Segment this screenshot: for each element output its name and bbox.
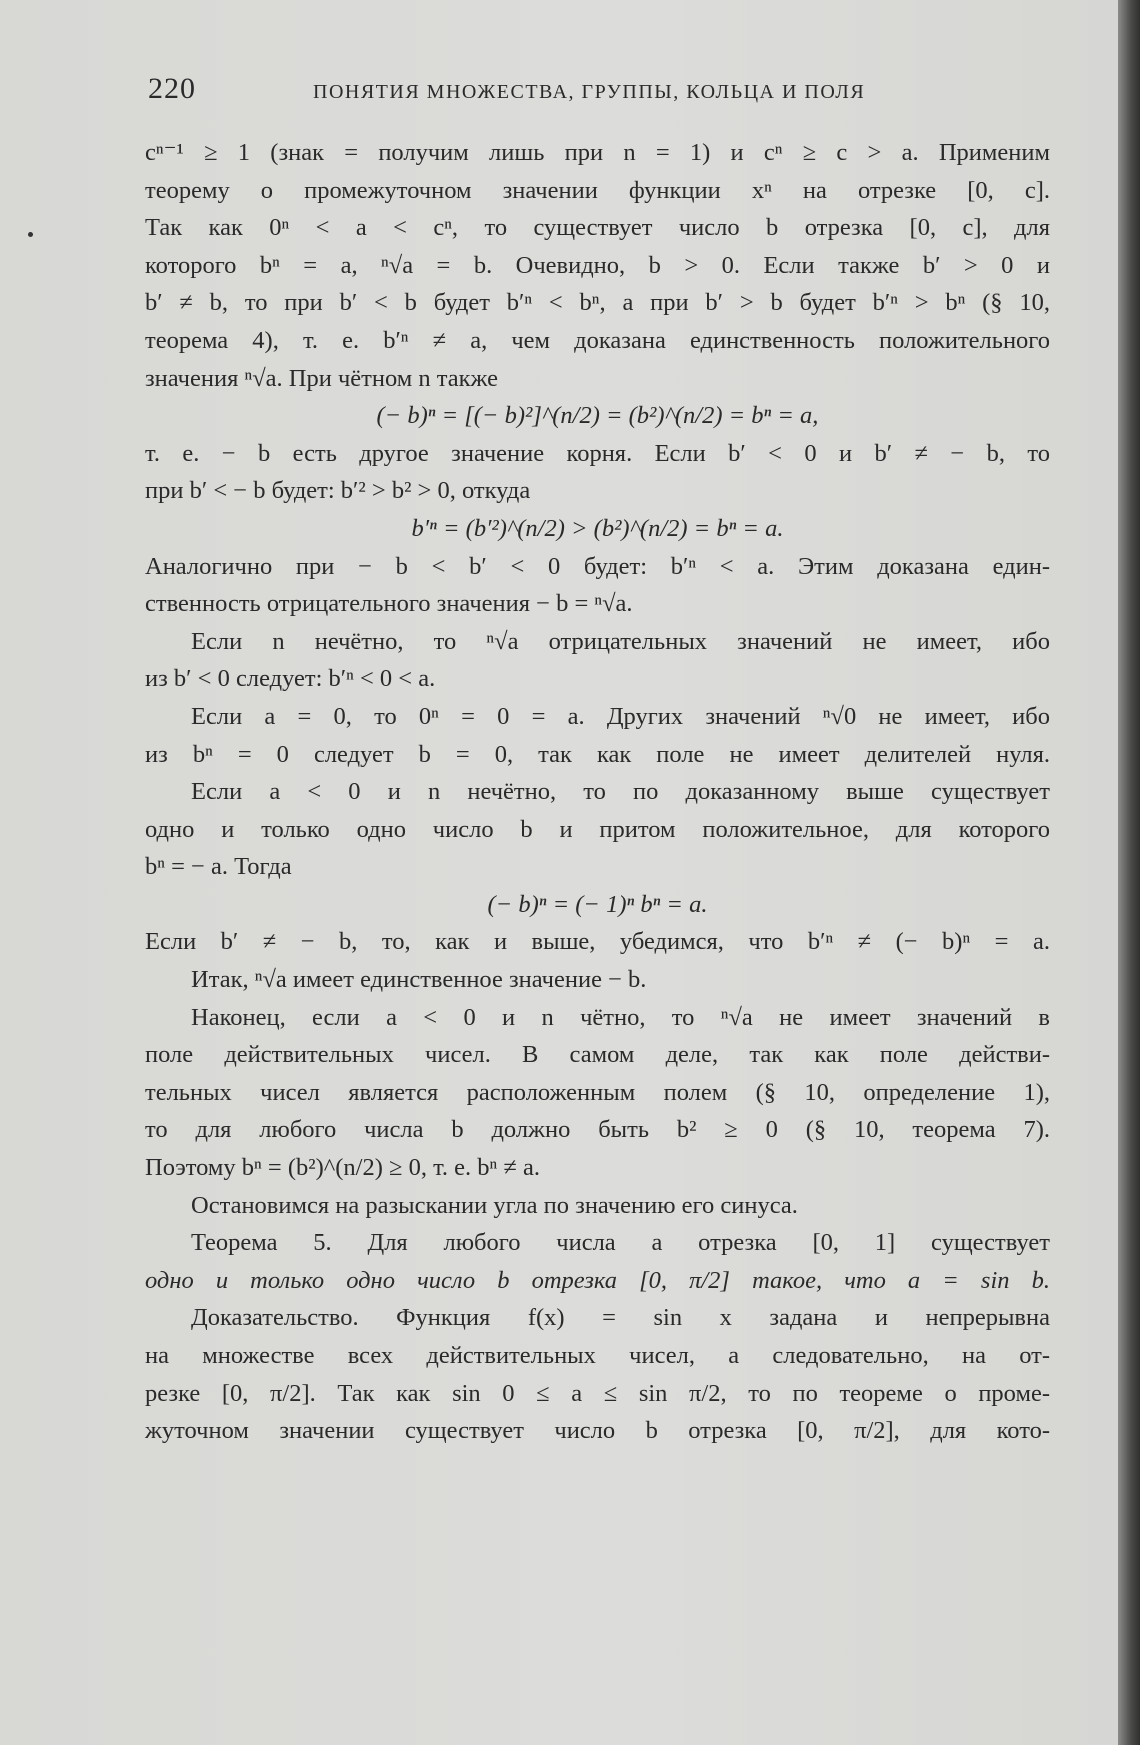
page-header bbox=[148, 72, 1048, 112]
text-line: bⁿ = − a. Тогда bbox=[145, 853, 292, 881]
display-formula: b′ⁿ = (b′²)^(n/2) > (b²)^(n/2) = bⁿ = a. bbox=[411, 514, 784, 542]
page-edge-shadow bbox=[1118, 0, 1140, 1745]
display-formula: (− b)ⁿ = [(− b)²]^(n/2) = (b²)^(n/2) = bⁿ = a, bbox=[376, 402, 819, 430]
text-line: из bⁿ = 0 следует b = 0, так как поле не имеет делителей нуля. bbox=[145, 740, 1050, 768]
text-line: ственность отрицательного значения − b = ⁿ√a. bbox=[145, 590, 633, 618]
running-title: ПОНЯТИЯ МНОЖЕСТВА, ГРУППЫ, КОЛЬЦА И ПОЛЯ bbox=[313, 81, 866, 103]
margin-dot bbox=[28, 232, 33, 237]
text-line: Поэтому bⁿ = (b²)^(n/2) ≥ 0, т. е. bⁿ ≠ a. bbox=[145, 1154, 540, 1182]
text-line: на множестве всех действительных чисел, а следовательно, на от- bbox=[145, 1342, 1050, 1369]
text-line: из b′ < 0 следует: b′ⁿ < 0 < a. bbox=[145, 665, 436, 693]
text-line: поле действительных чисел. В самом деле, так как поле действи- bbox=[145, 1041, 1050, 1069]
text-line: тельных чисел является расположенным полем (§ 10, определение 1), bbox=[145, 1078, 1050, 1106]
text-line: резке [0, π/2]. Так как sin 0 ≤ a ≤ sin π/2, то по теореме о проме- bbox=[145, 1379, 1050, 1407]
text-line: Итак, ⁿ√a имеет единственное значение − b. bbox=[191, 966, 647, 994]
text-line: Остановимся на разыскании угла по значению его синуса. bbox=[191, 1191, 798, 1219]
text-line: теорему о промежуточном значении функции xⁿ на отрезке [0, c]. bbox=[145, 176, 1050, 204]
text-line: b′ ≠ b, то при b′ < b будет b′ⁿ < bⁿ, а при b′ > b будет b′ⁿ > bⁿ (§ 10, bbox=[145, 289, 1050, 317]
text-line: которого bⁿ = a, ⁿ√a = b. Очевидно, b > 0. Если также b′ > 0 и bbox=[145, 251, 1050, 279]
text-line: т. е. − b есть другое значение корня. Если b′ < 0 и b′ ≠ − b, то bbox=[145, 439, 1050, 467]
text-line: Если a < 0 и n нечётно, то по доказанному выше существует bbox=[191, 778, 1050, 806]
display-formula: (− b)ⁿ = (− 1)ⁿ bⁿ = a. bbox=[487, 890, 708, 918]
body-text bbox=[145, 134, 1050, 1450]
theorem-line: Теорема 5. Для любого числа a отрезка [0, 1] существует bbox=[191, 1229, 1050, 1257]
text-line: Если b′ ≠ − b, то, как и выше, убедимся, что b′ⁿ ≠ (− b)ⁿ = a. bbox=[145, 928, 1050, 956]
text-line: теорема 4), т. е. b′ⁿ ≠ a, чем доказана единственность положительного bbox=[145, 326, 1050, 354]
text-line: cⁿ⁻¹ ≥ 1 (знак = получим лишь при n = 1) и cⁿ ≥ c > a. Применим bbox=[145, 139, 1050, 166]
text-line: Если a = 0, то 0ⁿ = 0 = a. Других значений ⁿ√0 не имеет, ибо bbox=[191, 702, 1050, 730]
proof-line: Доказательство. Функция f(x) = sin x задана и непрерывна bbox=[191, 1304, 1050, 1332]
text-line: Наконец, если a < 0 и n чётно, то ⁿ√a не имеет значений в bbox=[191, 1003, 1050, 1031]
text-line: Аналогично при − b < b′ < 0 будет: b′ⁿ < a. Этим доказана един- bbox=[145, 552, 1050, 580]
theorem-line: одно и только одно число b отрезка [0, π/2] такое, что a = sin b. bbox=[145, 1266, 1050, 1294]
text-line: значения ⁿ√a. При чётном n также bbox=[145, 364, 499, 392]
text-line: то для любого числа b должно быть b² ≥ 0 (§ 10, теорема 7). bbox=[145, 1116, 1050, 1144]
text-line: одно и только одно число b и притом положительное, для которого bbox=[145, 815, 1050, 843]
text-line: жуточном значении существует число b отрезка [0, π/2], для кото- bbox=[145, 1417, 1050, 1445]
text-line: при b′ < − b будет: b′² > b² > 0, откуда bbox=[145, 477, 531, 505]
text-line: Так как 0ⁿ < a < cⁿ, то существует число b отрезка [0, c], для bbox=[145, 214, 1050, 242]
text-line: Если n нечётно, то ⁿ√a отрицательных значений не имеет, ибо bbox=[191, 627, 1050, 655]
page-number: 220 bbox=[148, 72, 196, 105]
